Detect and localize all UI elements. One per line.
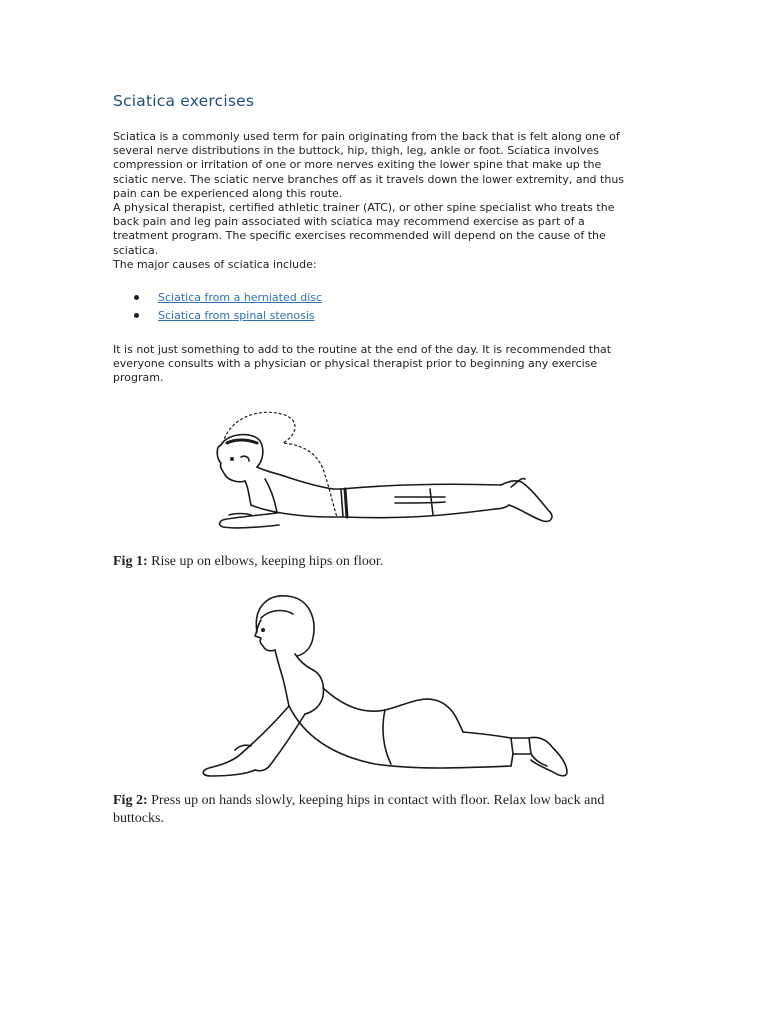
- intro-line: sciatic nerve. The sciatic nerve branches off as it travels down the lower extremity, and thus: [113, 172, 625, 186]
- list-item: [113, 308, 322, 326]
- intro-line: pain can be experienced along this route.: [113, 186, 343, 200]
- fig2-caption-text: Press up on hands slowly, keeping hips in contact with floor. Relax low back and buttocks.: [113, 793, 605, 826]
- intro-line: A physical therapist, certified athletic trainer (ATC), or other spine specialist who treats the: [113, 201, 615, 215]
- fig1-caption: [113, 553, 383, 571]
- intro-line: back pain and leg pain associated with sciatica may recommend exercise as part of a: [113, 215, 585, 229]
- fig2-label: Fig 2:: [113, 793, 148, 808]
- note-line: everyone consults with a physician or physical therapist prior to beginning any exercise: [113, 357, 598, 371]
- spinal-stenosis-link[interactable]: Sciatica from spinal stenosis: [158, 309, 315, 322]
- intro-line: several nerve distributions in the buttock, hip, thigh, leg, ankle or foot. Sciatica involves: [113, 144, 600, 158]
- list-item: [113, 290, 322, 308]
- note-line: program.: [113, 371, 164, 385]
- page-title: Sciatica exercises: [113, 92, 255, 110]
- intro-line: treatment program. The specific exercises recommended will depend on the cause of the: [113, 229, 606, 243]
- causes-list: [113, 290, 322, 326]
- fig2-illustration: [195, 588, 575, 788]
- intro-line: The major causes of sciatica include:: [113, 257, 317, 271]
- bullet-icon: [134, 295, 139, 300]
- fig1-label: Fig 1:: [113, 554, 148, 569]
- fig1-illustration: [205, 405, 565, 535]
- intro-line: compression or irritation of one or more nerves exiting the lower spine that make up the: [113, 158, 602, 172]
- fig2-caption: [113, 792, 653, 828]
- note-line: It is not just something to add to the routine at the end of the day. It is recommended that: [113, 343, 612, 356]
- fig1-caption-text: Rise up on elbows, keeping hips on floor.: [147, 554, 384, 569]
- intro-line: Sciatica is a commonly used term for pain originating from the back that is felt along one of: [113, 130, 620, 143]
- intro-paragraph: [113, 130, 624, 272]
- note-paragraph: [113, 343, 611, 386]
- bullet-icon: [134, 313, 139, 318]
- intro-line: sciatica.: [113, 243, 159, 257]
- herniated-disc-link[interactable]: Sciatica from a herniated disc: [158, 291, 323, 304]
